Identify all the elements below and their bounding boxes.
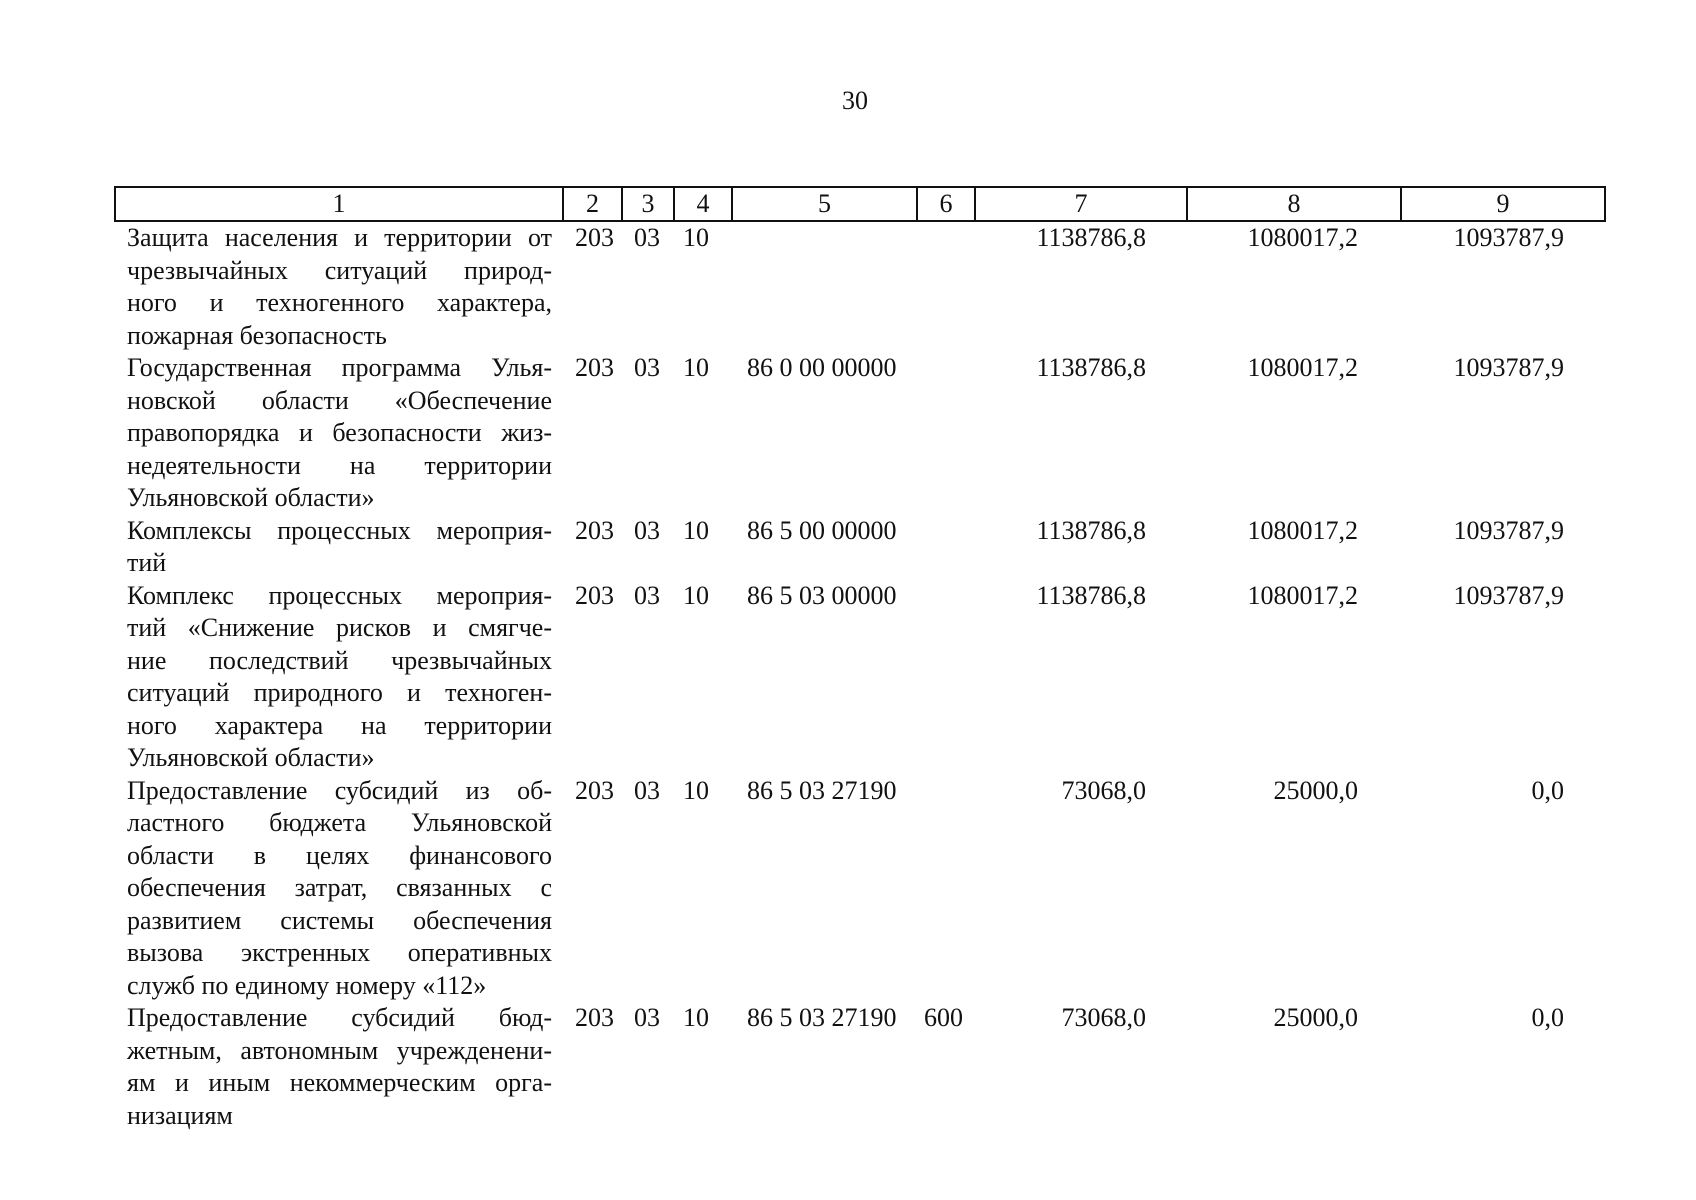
cell-col3: 03 xyxy=(634,223,660,252)
row-name-line: ного характера на территории xyxy=(127,710,552,740)
cell-col2: 203 xyxy=(575,515,614,545)
cell-col5: 86 0 00 00000 xyxy=(747,353,897,382)
row-name-line: Защита населения и территории от xyxy=(127,223,552,252)
cell-col3: 03 xyxy=(634,580,660,610)
row-name-line: правопорядка и безопасности жиз- xyxy=(127,418,552,447)
cell-col4: 10 xyxy=(683,353,709,382)
cell-col8: 1080017,2 xyxy=(1247,223,1358,252)
row-name-line: недеятельности на территории xyxy=(127,450,552,480)
row-name-line: развитием системы обеспечения xyxy=(127,905,552,935)
column-header-3: 3 xyxy=(622,187,674,221)
row-name-line: ям и иным некоммерческим орга- xyxy=(127,1068,552,1097)
cell-col3: 03 xyxy=(634,1003,660,1032)
cell-col3: 03 xyxy=(634,775,660,805)
row-name-line: области в целях финансового xyxy=(127,840,552,870)
cell-col9: 1093787,9 xyxy=(1453,223,1564,252)
cell-col4: 10 xyxy=(683,515,709,545)
column-header-6: 6 xyxy=(917,187,975,221)
cell-col2: 203 xyxy=(575,580,614,610)
row-name-cell xyxy=(114,775,562,1003)
column-header-4: 4 xyxy=(674,187,732,221)
row-name-line: Ульяновской области» xyxy=(127,483,375,512)
row-name-line: пожарная безопасность xyxy=(127,320,387,350)
column-header-5: 5 xyxy=(732,187,917,221)
cell-col7: 1138786,8 xyxy=(1036,515,1146,545)
table-row xyxy=(114,352,1604,515)
row-name-line: низациям xyxy=(127,1100,233,1130)
cell-col4: 10 xyxy=(683,223,709,252)
page-number: 30 xyxy=(842,86,868,115)
cell-col7: 73068,0 xyxy=(1061,775,1146,805)
cell-col9: 1093787,9 xyxy=(1453,353,1564,382)
column-header-1: 1 xyxy=(115,187,563,221)
cell-col5: 86 5 03 00000 xyxy=(747,580,897,610)
cell-col9: 0,0 xyxy=(1531,1003,1564,1032)
budget-table xyxy=(114,222,1604,1132)
table-row xyxy=(114,222,1604,352)
row-name-line: Комплексы процессных мероприя- xyxy=(127,515,552,545)
table-row xyxy=(114,775,1604,1003)
cell-col9: 1093787,9 xyxy=(1453,580,1564,610)
row-name-line: Предоставление субсидий бюд- xyxy=(127,1003,552,1032)
cell-col4: 10 xyxy=(683,775,709,805)
cell-col9: 1093787,9 xyxy=(1453,515,1564,545)
table-row xyxy=(114,580,1604,775)
cell-col8: 25000,0 xyxy=(1273,775,1358,805)
cell-col9: 0,0 xyxy=(1531,775,1564,805)
cell-col7: 73068,0 xyxy=(1061,1003,1146,1032)
row-name-line: тий «Снижение рисков и смягче- xyxy=(127,613,552,642)
cell-col4: 10 xyxy=(683,580,709,610)
cell-col6: 600 xyxy=(924,1003,963,1032)
cell-col2: 203 xyxy=(575,223,614,252)
table-row xyxy=(114,515,1604,580)
column-header-7: 7 xyxy=(975,187,1187,221)
row-name-line: ного и техногенного характера, xyxy=(127,288,552,317)
row-name-line: ние последствий чрезвычайных xyxy=(127,645,552,675)
row-name-line: чрезвычайных ситуаций природ- xyxy=(127,255,552,285)
row-name-line: обеспечения затрат, связанных с xyxy=(127,873,552,902)
row-name-cell xyxy=(114,515,562,580)
cell-col3: 03 xyxy=(634,353,660,382)
cell-col3: 03 xyxy=(634,515,660,545)
cell-col4: 10 xyxy=(683,1003,709,1032)
cell-col5: 86 5 03 27190 xyxy=(747,1003,897,1032)
row-name-line: вызова экстренных оперативных xyxy=(127,938,552,967)
cell-col2: 203 xyxy=(575,775,614,805)
row-name-line: жетным, автономным учрежденени- xyxy=(127,1035,552,1065)
table-row xyxy=(114,1002,1604,1132)
row-name-line: ластного бюджета Ульяновской xyxy=(127,808,552,837)
cell-col5: 86 5 00 00000 xyxy=(747,515,897,545)
row-name-line: ситуаций природного и техноген- xyxy=(127,678,552,707)
column-header-2: 2 xyxy=(563,187,622,221)
row-name-line: служб по единому номеру «112» xyxy=(127,970,487,1000)
row-name-line: Ульяновской области» xyxy=(127,743,375,772)
row-name-line: Комплекс процессных мероприя- xyxy=(127,580,552,610)
column-header-row xyxy=(114,186,1606,222)
cell-col8: 1080017,2 xyxy=(1247,353,1358,382)
row-name-cell xyxy=(114,352,562,515)
cell-col8: 1080017,2 xyxy=(1247,580,1358,610)
cell-col7: 1138786,8 xyxy=(1036,580,1146,610)
cell-col2: 203 xyxy=(575,353,614,382)
column-header-9: 9 xyxy=(1401,187,1605,221)
row-name-cell xyxy=(114,1002,562,1132)
cell-col6 xyxy=(916,580,974,775)
cell-col2: 203 xyxy=(575,1003,614,1032)
row-name-cell xyxy=(114,580,562,775)
cell-col8: 25000,0 xyxy=(1273,1003,1358,1032)
row-name-line: Государственная программа Улья- xyxy=(127,353,552,382)
row-name-cell xyxy=(114,222,562,352)
cell-col6 xyxy=(916,222,974,352)
row-name-line: Предоставление субсидий из об- xyxy=(127,775,552,805)
cell-col6 xyxy=(916,352,974,515)
cell-col7: 1138786,8 xyxy=(1036,353,1146,382)
cell-col5: 86 5 03 27190 xyxy=(747,775,897,805)
cell-col6 xyxy=(916,515,974,580)
cell-col6 xyxy=(916,775,974,1003)
cell-col7: 1138786,8 xyxy=(1036,223,1146,252)
column-header-8: 8 xyxy=(1187,187,1401,221)
cell-col5 xyxy=(731,222,916,352)
row-name-line: новской области «Обеспечение xyxy=(127,385,552,415)
row-name-line: тий xyxy=(127,548,167,577)
cell-col8: 1080017,2 xyxy=(1247,515,1358,545)
